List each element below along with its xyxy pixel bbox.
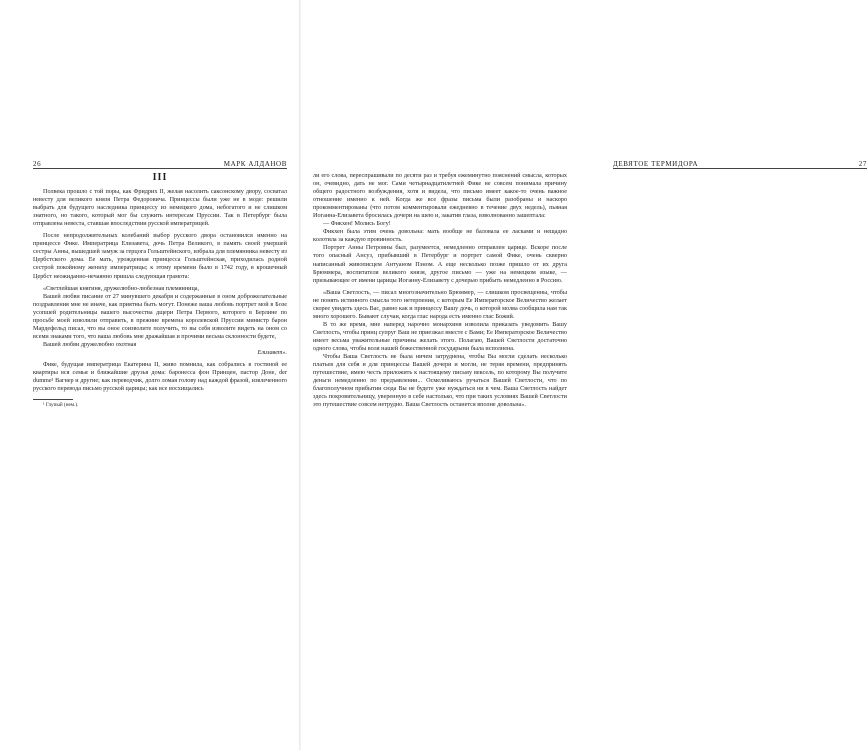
right-running-title: ДЕВЯТОЕ ТЕРМИДОРА (613, 160, 699, 168)
letter-body: Вашей любви писание от 27 минувшего декабря и содержанные в оном доброжелательные поздравления мне не иначе, как приятны быть могут. Понеже ваша любовь портрет мой в Бозе усопшей родительницы вашего высочества дщери Петра Первого, которого в Берлине по просьбе моей изволили отправить, в прежние времена королевской Пруссии министр барон Мардефельд писал, что вы оное соизволите получить, то вы себя изволите видеть на оном со всеми знаками того, что ваша любовь мне дражайшая и прочими весьма склонности будете, (33, 292, 287, 340)
right-page (300, 0, 867, 750)
paragraph: Фикхен была этим очень довольна: мать вообще не баловала ее ласками и нещадно колотила за каждую провинность. (313, 228, 567, 244)
left-text-column (33, 172, 287, 409)
paragraph: Фике, будущая императрица Екатерина II, живо помнила, как собрались в гостиной ее квартиры вся семья и ближайшие друзья дома: баронесса фон Принцен, пастор Доне, der dumme¹ Вагнер и другие; как переводчик, долго ломая голову над каждой фразой, извлеченного русского перевода письмо русской царицы; как все восхищались (33, 360, 287, 393)
paragraph: Портрет Анны Петровны был, разумеется, немедленно отправлен царице. Вскоре после того опасный Ансуз, прибывший в Петербург и портрет самой Фике, очень скверно написанный живописцем Антуаном Пэном. А еще несколько позже пришло от их друга Брюммера, воспитателя великого князя, другое письмо — уже на немецком языке, — призывающее от имени царицы Иоганну-Елизавету с дочерью прибыть немедленно в Россию. (313, 244, 567, 284)
letter-salutation: «Светлейшая княгиня, дружелюбно-любезная племянница, (43, 284, 200, 292)
left-page (0, 0, 300, 750)
paragraph: ли его слова, переспрашивали по десяти раз и требуя ежеминутно пояснений смысла, которых он, очевидно, дать не мог. Сами четырнадцатилетней Фике не совсем понимала причину общего радостного возбуждения, хотя и видела, что письмо имеет какое-то очень важное отношение именно к ней. Когда же все фразы письма были разобраны и наскоро прокомментированы (что потом комментировали ежедневно в течение двух недель), пьяная Иоганна-Елизавета бросилась дочери на шею и, закатив глаза, взволнованно зашептала: (313, 172, 567, 220)
dialogue-line: — Фикхен! Молись Богу! (323, 220, 391, 228)
letter-signature: Елизавет». (257, 348, 287, 356)
right-page-number: 27 (858, 160, 867, 168)
letter-quote: В то же время, мне наперед нарочно монархиня изволила приказать уведомить Вашу Светлость, чтобы принц супруг Ваш не приезжал вместе с Вами; Ее Императорское Величество имеет весьма уважительные причины желать этого. Полагаю, Вашей Светлости достаточно одного слова, чтобы воля нашей божественной государыни была исполнена. (313, 320, 567, 352)
letter-closing: Вашей любви дружелюбно охотная (43, 340, 137, 348)
footnote-rule (33, 399, 73, 400)
paragraph: После непродолжительных колебаний выбор русского двора остановился именно на принцессе Фике. Императрица Елизавета, дочь Петра Великого, в память своей умершей сестры Анны, вышедшей замуж за герцога Гольштейнского, избрала для племянника невесту из Цербстского дома. Ее мать, урожденная принцесса Гольштейнская, приходилась родной сестрой покойному жениху императрицы; к этому времени было в 1742 году, в крошечный Цербст неожиданно-нечаянно пришла следующая грамота: (33, 232, 287, 280)
chapter-number: III (152, 172, 168, 183)
left-running-title: МАРК АЛДАНОВ (223, 160, 287, 168)
letter-quote: «Ваша Светлость, — писал многозначительно Брюммер, — слишком просвещенны, чтобы не понять истинного смысла того нетерпения, с которым Ее Императорское Величество желает скорее увидеть здесь Вас, равно как и принцессу Вашу дочь, о которой молва сообщила нам так много хорошего. Бывают случаи, когда глас народа есть именно глас Божий. (313, 288, 567, 320)
letter-quote: Чтобы Ваша Светлость не была ничем затруднена, чтобы Вы могли сделать несколько платьев для себя и для принцессы Вашей дочери и могли, не теряя времени, предпринять путешествие, имею честь приложить к настоящему письму вексель, по которому Вы получите деньги немедленно по предъявлении... Осмеливаюсь ручаться Вашей Светлости, что по благополучном прибытии сюда Вы не будете уже нуждаться ни в чем. Ваша Светлость найдет здесь покровительницу, уверенную в себе настолько, что при таких условиях Вашей Светлости это путешествие совсем нетрудно. Ваша Светлость останется вполне довольна». (313, 353, 567, 409)
left-running-head (33, 156, 287, 169)
right-text-column (313, 172, 567, 409)
left-page-number: 26 (33, 160, 42, 168)
footnote: ¹ Глупый (нем.). (43, 402, 79, 409)
right-running-head (613, 156, 867, 169)
paragraph: Полвека прошло с той поры, как Фридрих II, желая насолить саксонскому двору, сосватал невесту для великого князя Петра Федоровича. Принцессы были уже не в моде: решили выбрать для будущего наследника принцессу из немецкого дома, небогатого и не слишком знатного, но такого, который мог бы служить интересам Пруссии. Так в Петербург была отправлена невеста, ставшая впоследствии русской императрицей. (33, 188, 287, 228)
